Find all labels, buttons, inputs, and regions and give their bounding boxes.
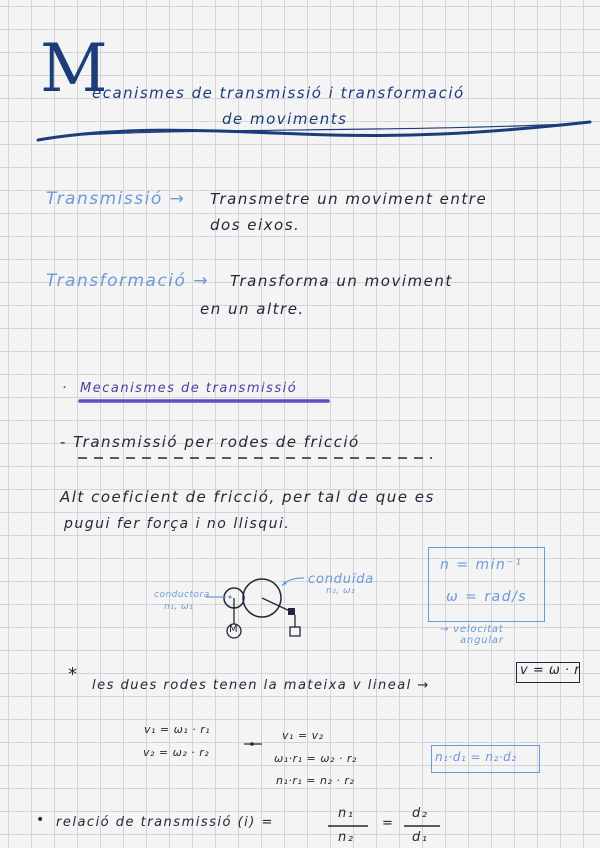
ratio-d-numerator: d₂	[412, 806, 429, 821]
motor-label: M	[229, 624, 238, 635]
star-marker: *	[68, 664, 79, 685]
n-d-relation: n₁·d₁ = n₂·d₂	[435, 750, 517, 764]
title-initial: M	[40, 30, 108, 107]
star-line-text: les dues rodes tenen la mateixa v lineal →	[92, 678, 430, 693]
conductora-vars: n₁, ω₁	[164, 602, 194, 612]
equation-v2: v₂ = ω₂ · r₂	[143, 746, 210, 759]
relation-label: relació de transmissió (i) =	[56, 815, 274, 830]
velocitat-note-line-1: → velocitat	[440, 624, 504, 635]
friction-wheels-diagram	[206, 578, 304, 638]
units-line-2: ω = rad/s	[446, 589, 528, 605]
equation-v1-eq-v2: v₁ = v₂	[282, 729, 324, 742]
term-transmissio: Transmissió →	[46, 189, 186, 209]
def-transformacio-line-1: Transforma un moviment	[230, 272, 453, 290]
def-transformacio-line-2: en un altre.	[200, 300, 305, 318]
conductora-dot	[228, 595, 231, 598]
equation-v1: v₁ = ω₁ · r₁	[144, 723, 211, 736]
load-weight	[290, 627, 300, 636]
def-transmissio-line-1: Transmetre un moviment entre	[210, 190, 488, 208]
friction-text-line-2: pugui fer força i no llisqui.	[64, 516, 291, 532]
equation-omega-r: ω₁·r₁ = ω₂ · r₂	[274, 752, 357, 765]
conductora-label: conductora	[154, 590, 210, 600]
ratio-n-numerator: n₁	[338, 806, 355, 821]
ratio-d-denominator: d₁	[412, 830, 429, 845]
equation-arrow-dot	[250, 742, 254, 746]
conduida-vars: n₂, ω₂	[326, 586, 356, 596]
units-line-1: n = min⁻¹	[440, 557, 523, 573]
relation-bullet: •	[36, 812, 46, 828]
load-block	[288, 608, 295, 615]
conduida-label: conduïda	[308, 572, 375, 587]
section-bullet: ·	[62, 380, 68, 396]
term-transformacio: Transformació →	[46, 271, 210, 291]
friction-text-line-1: Alt coeficient de fricció, per tal de que es	[60, 488, 435, 506]
velocitat-note-line-2: angular	[460, 635, 504, 646]
title-line-2: de moviments	[222, 110, 348, 128]
velocity-formula: v = ω · r	[520, 663, 580, 678]
conduida-dot	[283, 581, 286, 584]
subsection-heading: - Transmissió per rodes de fricció	[60, 433, 360, 451]
section-heading: Mecanismes de transmissió	[80, 381, 298, 396]
title-line-1: ecanismes de transmissió i transformació	[92, 84, 465, 102]
ratio-n-denominator: n₂	[338, 830, 355, 845]
ratio-equals: =	[382, 816, 395, 831]
def-transmissio-line-2: dos eixos.	[210, 216, 301, 234]
equation-n-r: n₁·r₁ = n₂ · r₂	[276, 774, 355, 787]
